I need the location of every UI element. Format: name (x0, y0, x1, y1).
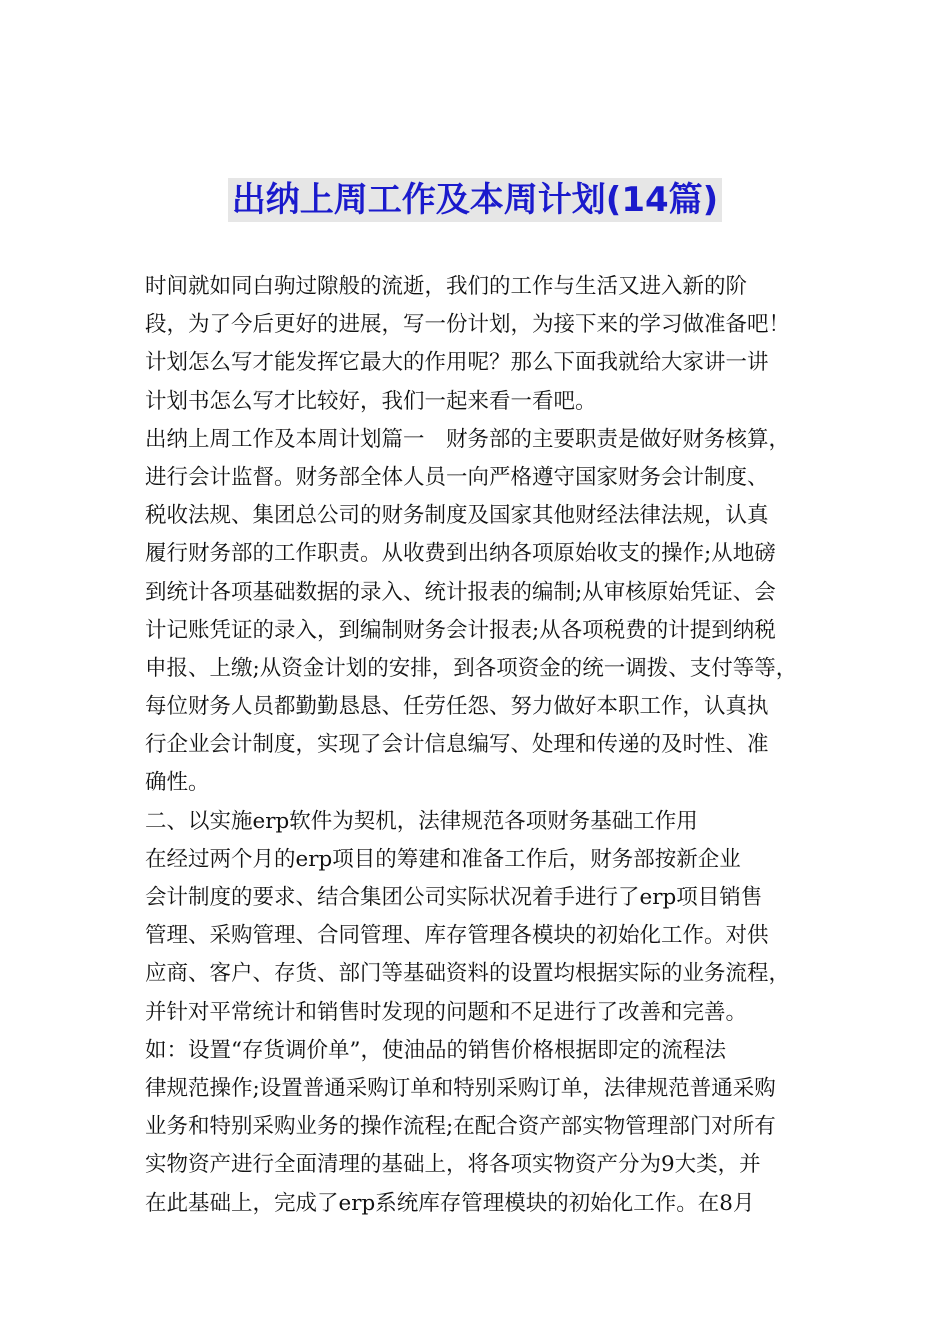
document-body (145, 268, 825, 1223)
body-line: 会计制度的要求、结合集团公司实际状况着手进行了erp项目销售 (145, 885, 763, 910)
title-container (0, 178, 950, 222)
body-line: 如：设置“存货调价单”，使油品的销售价格根据即定的流程法 (145, 1037, 726, 1063)
body-line: 到统计各项基础数据的录入、统计报表的编制;从审核原始凭证、会 (145, 579, 776, 605)
body-line: 并针对平常统计和销售时发现的问题和不足进行了改善和完善。 (145, 999, 748, 1025)
body-line: 律规范操作;设置普通采购订单和特别采购订单，法律规范普通采购 (145, 1075, 776, 1101)
body-line: 业务和特别采购业务的操作流程;在配合资产部实物管理部门对所有 (145, 1114, 776, 1140)
body-line: 计记账凭证的录入，到编制财务会计报表;从各项税费的计提到纳税 (145, 617, 776, 643)
body-line: 税收法规、集团总公司的财务制度及国家其他财经法律法规，认真 (145, 503, 769, 529)
body-line: 应商、客户、存货、部门等基础资料的设置均根据实际的业务流程， (145, 961, 791, 987)
body-line: 履行财务部的工作职责。从收费到出纳各项原始收支的操作;从地磅 (145, 541, 776, 567)
body-line: 在此基础上，完成了erp系统库存管理模块的初始化工作。在8月 (145, 1190, 755, 1216)
body-line: 确性。 (145, 770, 210, 796)
body-line: 二、以实施erp软件为契机，法律规范各项财务基础工作用 (145, 808, 698, 834)
body-line: 行企业会计制度，实现了会计信息编写、处理和传递的及时性、准 (145, 732, 769, 758)
body-line: 进行会计监督。财务部全体人员一向严格遵守国家财务会计制度、 (145, 464, 769, 490)
body-line: 实物资产进行全面清理的基础上，将各项实物资产分为9大类，并 (145, 1152, 761, 1178)
body-line: 段，为了今后更好的进展，写一份计划，为接下来的学习做准备吧！ (145, 312, 791, 338)
body-line: 每位财务人员都勤勤恳恳、任劳任怨、努力做好本职工作，认真执 (145, 694, 769, 720)
document-title: 出纳上周工作及本周计划(14篇) (228, 178, 722, 222)
body-line: 时间就如同白驹过隙般的流逝，我们的工作与生活又进入新的阶 (145, 274, 748, 299)
body-line: 出纳上周工作及本周计划篇一 财务部的主要职责是做好财务核算， (145, 426, 791, 452)
body-line: 管理、采购管理、合同管理、库存管理各模块的初始化工作。对供 (145, 923, 769, 949)
body-line: 计划书怎么写才比较好，我们一起来看一看吧。 (145, 388, 597, 414)
body-line: 在经过两个月的erp项目的筹建和准备工作后，财务部按新企业 (145, 846, 741, 872)
body-line: 计划怎么写才能发挥它最大的作用呢？那么下面我就给大家讲一讲 (145, 350, 769, 376)
body-line: 申报、上缴;从资金计划的安排，到各项资金的统一调拨、支付等等， (145, 655, 798, 681)
